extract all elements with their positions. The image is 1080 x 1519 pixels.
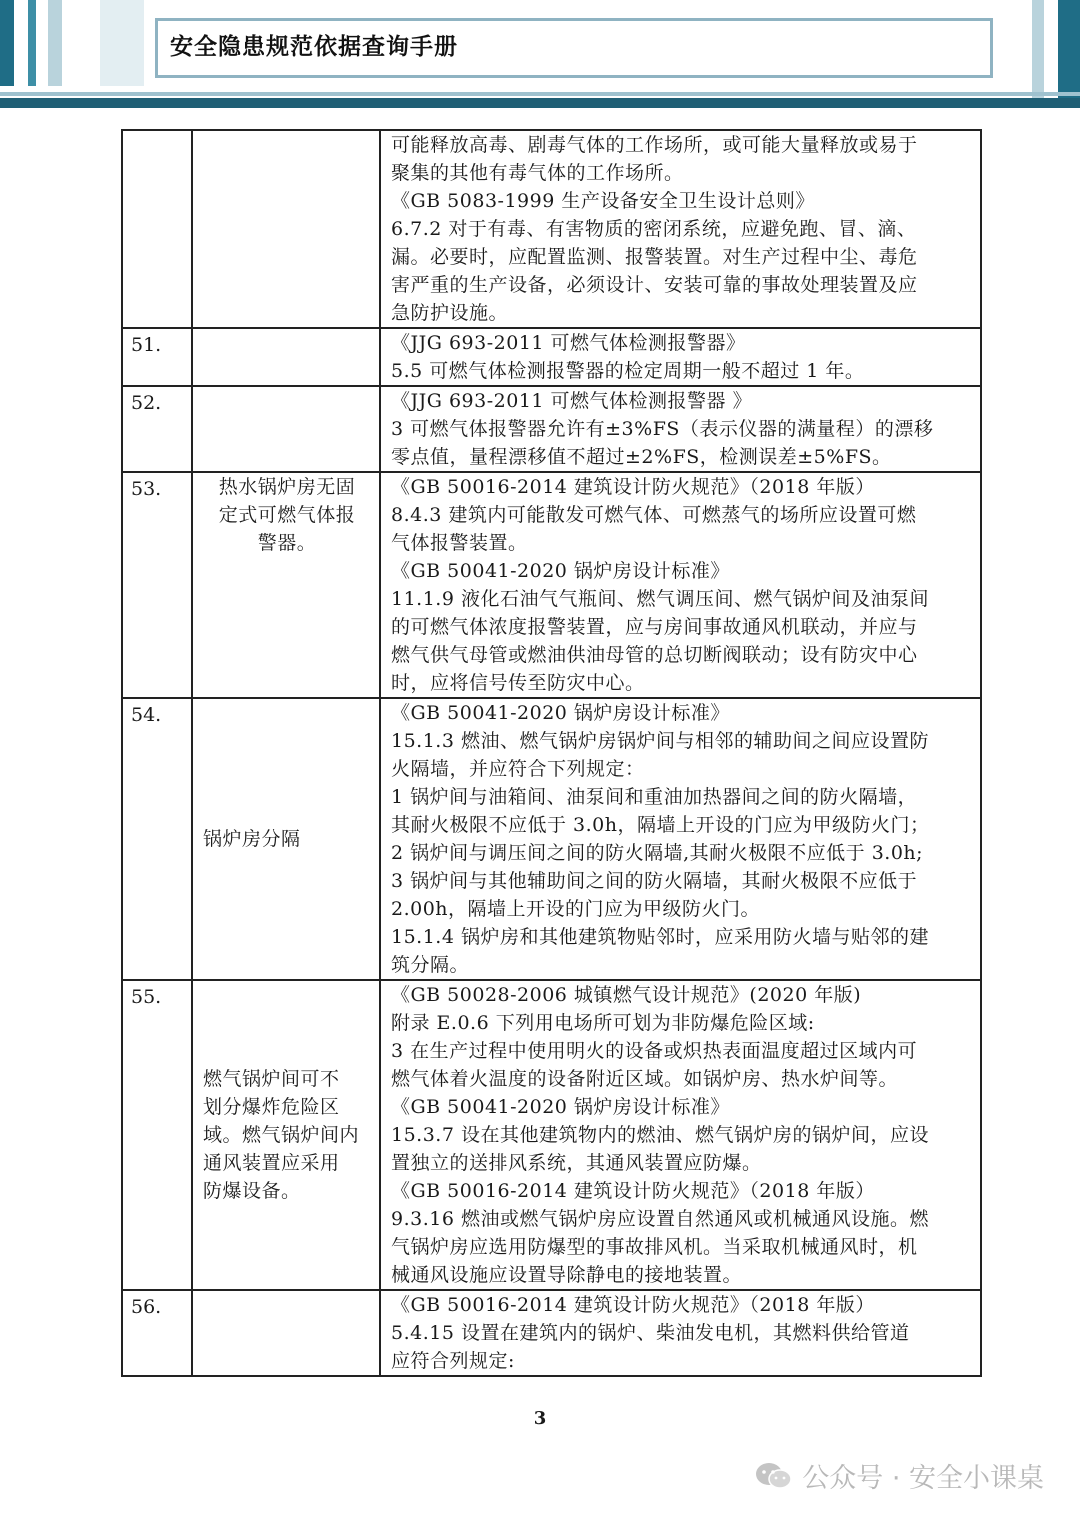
basis-line: 11.1.9 液化石油气气瓶间、燃气调压间、燃气锅炉间及油泵间 <box>391 588 929 610</box>
table-row <box>122 698 981 980</box>
header-decor-bar <box>100 0 144 86</box>
hazard-item-line: 锅炉房分隔 <box>203 828 301 850</box>
header-decor-bar <box>1058 0 1080 100</box>
regulation-basis <box>380 980 981 1290</box>
basis-line: 《GB 50016-2014 建筑设计防火规范》（2018 年版） <box>391 1294 875 1316</box>
basis-line: 15.1.4 锅炉房和其他建筑物贴邻时，应采用防火墙与贴邻的建 <box>391 926 929 948</box>
basis-line: 附录 E.0.6 下列用电场所可划为非防爆危险区域: <box>391 1012 815 1034</box>
basis-line: 15.3.7 设在其他建筑物内的燃油、燃气锅炉房的锅炉间，应设 <box>391 1124 929 1146</box>
basis-line: 5.5 可燃气体检测报警器的检定周期一般不超过 1 年。 <box>391 360 865 382</box>
header-decor-bar <box>28 0 36 86</box>
table-row <box>122 386 981 472</box>
page-number: 3 <box>533 1408 547 1429</box>
wechat-icon <box>754 1461 794 1491</box>
row-number: 54. <box>122 698 192 980</box>
hazard-item-line: 通风装置应采用 <box>203 1152 340 1174</box>
basis-line: 时，应将信号传至防灾中心。 <box>391 672 645 694</box>
table-row <box>122 328 981 386</box>
basis-line: 可能释放高毒、剧毒气体的工作场所，或可能大量释放或易于 <box>391 134 918 156</box>
header-rule <box>0 92 1080 96</box>
hazard-item <box>192 472 380 698</box>
regulation-basis <box>380 472 981 698</box>
table-row <box>122 130 981 328</box>
basis-line: 械通风设施应设置导除静电的接地装置。 <box>391 1264 743 1286</box>
header-decor-bar <box>48 0 62 86</box>
basis-line: 《JJG 693-2011 可燃气体检测报警器 》 <box>391 390 753 412</box>
row-number <box>122 130 192 328</box>
basis-line: 15.1.3 燃油、燃气锅炉房锅炉间与相邻的辅助间之间应设置防 <box>391 730 929 752</box>
table-row <box>122 472 981 698</box>
basis-line: 《GB 50041-2020 锅炉房设计标准》 <box>391 702 730 724</box>
page-title: 安全隐患规范依据查询手册 <box>170 34 458 60</box>
basis-line: 9.3.16 燃油或燃气锅炉房应设置自然通风或机械通风设施。燃 <box>391 1208 929 1230</box>
hazard-item-line: 警器。 <box>257 532 317 554</box>
basis-line: 聚集的其他有毒气体的工作场所。 <box>391 162 684 184</box>
hazard-item <box>192 980 380 1290</box>
hazard-item <box>192 386 380 472</box>
basis-line: 8.4.3 建筑内可能散发可燃气体、可燃蒸气的场所应设置可燃 <box>391 504 917 526</box>
hazard-item-line: 划分爆炸危险区 <box>203 1096 340 1118</box>
basis-line: 3 锅炉间与其他辅助间之间的防火隔墙，其耐火极限不应低于 <box>391 870 918 892</box>
basis-line: 的可燃气体浓度报警装置，应与房间事故通风机联动，并应与 <box>391 616 918 638</box>
header-decor-bar <box>1032 0 1044 100</box>
basis-line: 漏。必要时，应配置监测、报警装置。对生产过程中尘、毒危 <box>391 246 918 268</box>
regulation-basis <box>380 1290 981 1376</box>
hazard-item <box>192 328 380 386</box>
hazard-item-line: 热水锅炉房无固 <box>218 476 356 498</box>
regulation-table <box>121 129 982 1377</box>
regulation-basis <box>380 130 981 328</box>
basis-line: 6.7.2 对于有毒、有害物质的密闭系统，应避免跑、冒、滴、 <box>391 218 917 240</box>
hazard-item <box>192 130 380 328</box>
hazard-item-line: 燃气锅炉间可不 <box>203 1068 340 1090</box>
regulation-basis <box>380 328 981 386</box>
basis-line: 急防护设施。 <box>391 302 509 324</box>
row-number: 51. <box>122 328 192 386</box>
basis-line: 3 在生产过程中使用明火的设备或炽热表面温度超过区域内可 <box>391 1040 918 1062</box>
hazard-item-line: 域。燃气锅炉间内 <box>203 1124 360 1146</box>
regulation-basis <box>380 698 981 980</box>
basis-line: 气锅炉房应选用防爆型的事故排风机。当采取机械通风时，机 <box>391 1236 918 1258</box>
row-number: 52. <box>122 386 192 472</box>
basis-line: 害严重的生产设备，必须设计、安装可靠的事故处理装置及应 <box>391 274 918 296</box>
basis-line: 筑分隔。 <box>391 954 470 976</box>
basis-line: 《JJG 693-2011 可燃气体检测报警器》 <box>391 332 746 354</box>
header-decor-bar <box>0 0 14 86</box>
watermark <box>754 1456 1044 1495</box>
hazard-item <box>192 698 380 980</box>
basis-line: 《GB 50016-2014 建筑设计防火规范》（2018 年版） <box>391 476 875 498</box>
hazard-item <box>192 1290 380 1376</box>
basis-line: 2.00h，隔墙上开设的门应为甲级防火门。 <box>391 898 761 920</box>
basis-line: 气体报警装置。 <box>391 532 528 554</box>
basis-line: 火隔墙，并应符合下列规定： <box>391 758 645 780</box>
table-row <box>122 1290 981 1376</box>
basis-line: 零点值，量程漂移值不超过±2%FS，检测误差±5%FS。 <box>391 446 892 468</box>
watermark-text: 公众号 · 安全小课桌 <box>802 1463 1044 1494</box>
basis-line: 置独立的送排风系统，其通风装置应防爆。 <box>391 1152 762 1174</box>
row-number: 53. <box>122 472 192 698</box>
basis-line: 3 可燃气体报警器允许有±3%FS（表示仪器的满量程）的漂移 <box>391 418 934 440</box>
basis-line: 2 锅炉间与调压间之间的防火隔墙,其耐火极限不应低于 3.0h; <box>391 842 924 864</box>
regulation-basis <box>380 386 981 472</box>
basis-line: 1 锅炉间与油箱间、油泵间和重油加热器间之间的防火隔墙， <box>391 786 918 808</box>
header-rule <box>0 98 1080 108</box>
row-number: 56. <box>122 1290 192 1376</box>
basis-line: 应符合列规定: <box>391 1350 515 1372</box>
basis-line: 《GB 50028-2006 城镇燃气设计规范》(2020 年版) <box>391 984 862 1006</box>
basis-line: 《GB 50041-2020 锅炉房设计标准》 <box>391 560 730 582</box>
table-row <box>122 980 981 1290</box>
row-number: 55. <box>122 980 192 1290</box>
basis-line: 5.4.15 设置在建筑内的锅炉、柴油发电机，其燃料供给管道 <box>391 1322 910 1344</box>
hazard-item-line: 定式可燃气体报 <box>218 504 356 526</box>
basis-line: 《GB 50041-2020 锅炉房设计标准》 <box>391 1096 730 1118</box>
basis-line: 《GB 50016-2014 建筑设计防火规范》（2018 年版） <box>391 1180 875 1202</box>
basis-line: 燃气体着火温度的设备附近区域。如锅炉房、热水炉间等。 <box>391 1068 899 1090</box>
basis-line: 《GB 5083-1999 生产设备安全卫生设计总则》 <box>391 190 815 212</box>
basis-line: 其耐火极限不应低于 3.0h，隔墙上开设的门应为甲级防火门； <box>391 814 930 836</box>
basis-line: 燃气供气母管或燃油供油母管的总切断阀联动；设有防灾中心 <box>391 644 918 666</box>
hazard-item-line: 防爆设备。 <box>203 1180 301 1202</box>
